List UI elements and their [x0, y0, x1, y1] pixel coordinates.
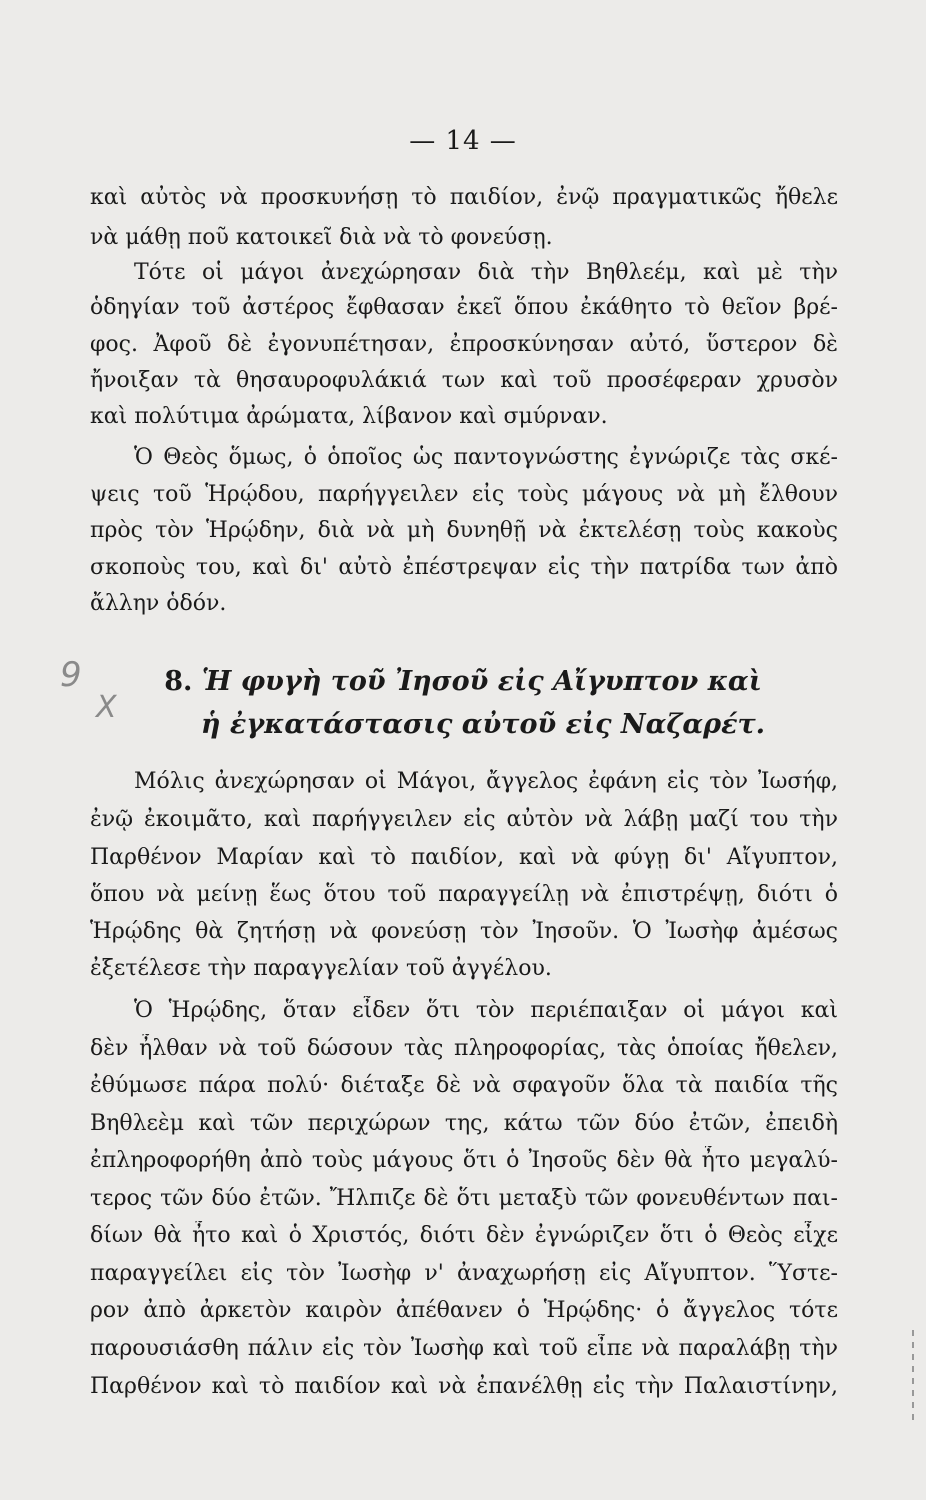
text-line: Ἡρῴδης θὰ ζητήσῃ νὰ φονεύσῃ τὸν Ἰησοῦν. Ὁ Ἰωσὴφ ἀμέσως — [90, 919, 838, 944]
page-edge-marks — [912, 1330, 914, 1420]
text-line: δὲν ἦλθαν νὰ τοῦ δώσουν τὰς πληροφορίας, τὰς ὁποίας ἤθελεν, — [90, 1036, 838, 1061]
text-line: Ὁ Ἡρῴδης, ὅταν εἶδεν ὅτι τὸν περιέπαιξαν οἱ μάγοι καὶ — [134, 998, 838, 1023]
text-line: σκοποὺς του, καὶ δι' αὐτὸ ἐπέστρεψαν εἰς τὴν πατρίδα των ἀπὸ — [90, 555, 838, 580]
text-line: ἐξετέλεσε τὴν παραγγελίαν τοῦ ἀγγέλου. — [90, 956, 552, 981]
section-number: 8. — [164, 666, 193, 697]
text-line: Τότε οἱ μάγοι ἀνεχώρησαν διὰ τὴν Βηθλεέμ, καὶ μὲ τὴν — [134, 260, 838, 285]
text-line: Ὁ Θεὸς ὅμως, ὁ ὁποῖος ὡς παντογνώστης ἐγνώριζε τὰς σκέ- — [134, 445, 838, 470]
text-line: νὰ μάθῃ ποῦ κατοικεῖ διὰ νὰ τὸ φονεύσῃ. — [90, 225, 553, 250]
text-line: ὁδηγίαν τοῦ ἀστέρος ἔφθασαν ἐκεῖ ὅπου ἐκάθητο τὸ θεῖον βρέ- — [90, 295, 838, 320]
text-line: Παρθένον Μαρίαν καὶ τὸ παιδίον, καὶ νὰ φύγῃ δι' Αἴγυπτον, — [90, 845, 838, 870]
section-heading — [0, 662, 926, 702]
text-line: παραγγείλει εἰς τὸν Ἰωσὴφ ν' ἀναχωρήσῃ εἰς Αἴγυπτον. Ὕστε- — [90, 1261, 838, 1286]
page-number: — 14 — — [409, 126, 517, 156]
text-line: ἐπληροφορήθη ἀπὸ τοὺς μάγους ὅτι ὁ Ἰησοῦς δὲν θὰ ἦτο μεγαλύ- — [90, 1148, 838, 1173]
text-line: τερος τῶν δύο ἐτῶν. Ἤλπιζε δὲ ὅτι μεταξὺ τῶν φονευθέντων παι- — [90, 1186, 838, 1211]
text-line: ἄλλην ὁδόν. — [90, 591, 227, 616]
text-line: Παρθένον καὶ τὸ παιδίον καὶ νὰ ἐπανέλθῃ εἰς τὴν Παλαιστίνην, — [90, 1374, 838, 1399]
text-line: Βηθλεὲμ καὶ τῶν περιχώρων της, κάτω τῶν δύο ἐτῶν, ἐπειδὴ — [90, 1111, 838, 1136]
text-line: ὅπου νὰ μείνῃ ἕως ὅτου τοῦ παραγγείλῃ νὰ ἐπιστρέψῃ, διότι ὁ — [90, 882, 838, 907]
pencil-mark: X — [96, 690, 117, 725]
text-line: ἤνοιξαν τὰ θησαυροφυλάκιά των καὶ τοῦ προσέφεραν χρυσὸν — [90, 368, 838, 393]
text-line: ἐθύμωσε πάρα πολύ· διέταξε δὲ νὰ σφαγοῦν ὅλα τὰ παιδία τῆς — [90, 1073, 838, 1098]
text-line: Μόλις ἀνεχώρησαν οἱ Μάγοι, ἄγγελος ἐφάνη εἰς τὸν Ἰωσήφ, — [134, 769, 838, 794]
text-line: καὶ αὐτὸς νὰ προσκυνήσῃ τὸ παιδίον, ἐνῷ πραγματικῶς ἤθελε — [90, 185, 838, 210]
section-heading-continued: ἡ ἐγκατάστασις αὐτοῦ εἰς Ναζαρέτ. — [200, 709, 766, 740]
text-line: καὶ πολύτιμα ἀρώματα, λίβανον καὶ σμύρναν. — [90, 404, 608, 429]
pencil-mark: 9 — [60, 655, 82, 695]
text-line: παρουσιάσθη πάλιν εἰς τὸν Ἰωσὴφ καὶ τοῦ εἶπε νὰ παραλάβῃ τὴν — [90, 1336, 838, 1361]
text-line: πρὸς τὸν Ἡρῴδην, διὰ νὰ μὴ δυνηθῇ νὰ ἐκτελέσῃ τοὺς κακοὺς — [90, 518, 838, 543]
text-line: φος. Ἀφοῦ δὲ ἐγονυπέτησαν, ἐπροσκύνησαν αὐτό, ὕστερον δὲ — [90, 332, 838, 357]
text-line: δίων θὰ ἦτο καὶ ὁ Χριστός, διότι δὲν ἐγνώριζεν ὅτι ὁ Θεὸς εἶχε — [90, 1223, 838, 1248]
text-line: ἐνῷ ἐκοιμᾶτο, καὶ παρήγγειλεν εἰς αὐτὸν νὰ λάβῃ μαζί του τὴν — [90, 807, 838, 832]
text-line: ψεις τοῦ Ἡρῴδου, παρήγγειλεν εἰς τοὺς μάγους νὰ μὴ ἔλθουν — [90, 482, 838, 507]
heading-line-1: Ἡ φυγὴ τοῦ Ἰησοῦ εἰς Αἴγυπτον καὶ — [201, 666, 762, 697]
text-line: ρον ἀπὸ ἀρκετὸν καιρὸν ἀπέθανεν ὁ Ἡρῴδης· ὁ ἄγγελος τότε — [90, 1298, 838, 1323]
